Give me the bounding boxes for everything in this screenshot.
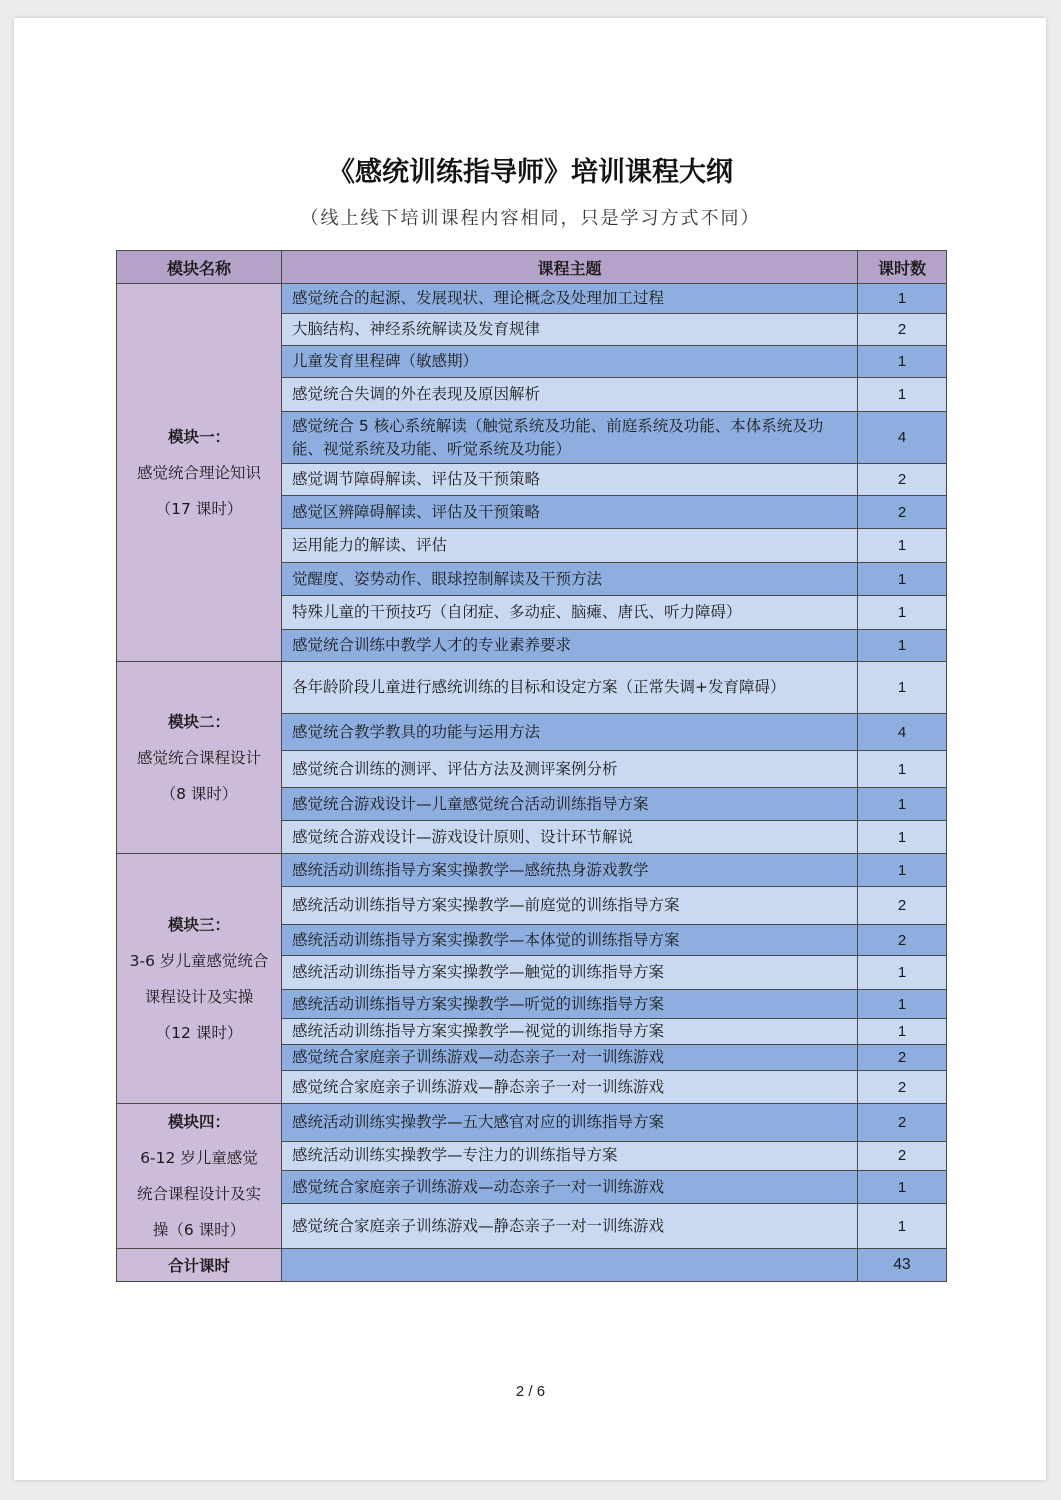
table-row: [117, 284, 947, 314]
hours-cell: 2: [858, 1104, 947, 1142]
module-hours-note: （17 课时）: [155, 499, 243, 518]
hours-cell: 2: [858, 496, 947, 529]
topic-cell: 感觉统合游戏设计—儿童感觉统合活动训练指导方案: [282, 788, 858, 821]
hours-cell: 4: [858, 714, 947, 751]
hours-cell: 2: [858, 1045, 947, 1071]
hours-cell: 1: [858, 630, 947, 662]
document-title: 《感统训练指导师》培训课程大纲: [328, 157, 733, 188]
header-module: 模块名称: [117, 251, 282, 284]
topic-cell: 感觉统合家庭亲子训练游戏—静态亲子一对一训练游戏: [282, 1071, 858, 1104]
hours-cell: 2: [858, 1141, 947, 1170]
topic-cell: 感统活动训练指导方案实操教学—前庭觉的训练指导方案: [282, 887, 858, 925]
module-hours-note: （8 课时）: [160, 784, 238, 803]
header-hours: 课时数: [858, 251, 947, 284]
topic-cell: 感统活动训练实操教学—专注力的训练指导方案: [282, 1141, 858, 1170]
module-title: 模块二：: [167, 712, 230, 731]
module-name: 6-12 岁儿童感觉统合课程设计及实操（6 课时）: [136, 1149, 261, 1239]
table-row: [117, 854, 947, 887]
hours-cell: 2: [858, 1071, 947, 1104]
module-title: 模块一：: [167, 427, 230, 446]
topic-cell: 感统活动训练指导方案实操教学—感统热身游戏教学: [282, 854, 858, 887]
topic-cell: 感觉统合训练中教学人才的专业素养要求: [282, 630, 858, 662]
topic-cell: 感觉统合游戏设计—游戏设计原则、设计环节解说: [282, 821, 858, 854]
module-title: 模块四：: [167, 1113, 230, 1131]
header-topic: 课程主题: [282, 251, 858, 284]
module-title: 模块三：: [167, 915, 230, 934]
topic-cell: 感统活动训练指导方案实操教学—触觉的训练指导方案: [282, 956, 858, 990]
hours-cell: 1: [858, 788, 947, 821]
hours-cell: 1: [858, 346, 947, 378]
hours-cell: 1: [858, 662, 947, 714]
topic-cell: 感觉统合训练的测评、评估方法及测评案例分析: [282, 751, 858, 788]
module-4-cell: [117, 1104, 282, 1249]
total-label: 合计课时: [117, 1249, 282, 1282]
hours-cell: 1: [858, 1019, 947, 1045]
topic-cell: 特殊儿童的干预技巧（自闭症、多动症、脑瘫、唐氏、听力障碍）: [282, 596, 858, 630]
hours-cell: 1: [858, 1170, 947, 1203]
hours-cell: 2: [858, 314, 947, 346]
module-2-cell: [117, 662, 282, 854]
hours-cell: 1: [858, 1204, 947, 1249]
module-name: 3-6 岁儿童感觉统合课程设计及实操: [129, 951, 269, 1006]
module-hours-note: （12 课时）: [155, 1023, 243, 1042]
topic-cell: 感觉统合家庭亲子训练游戏—静态亲子一对一训练游戏: [282, 1204, 858, 1249]
document-subtitle: （线上线下培训课程内容相同，只是学习方式不同）: [300, 208, 761, 229]
total-row: [117, 1249, 947, 1282]
topic-cell: 感觉区辨障碍解读、评估及干预策略: [282, 496, 858, 529]
module-name: 感觉统合课程设计: [136, 748, 261, 767]
table-row: [117, 662, 947, 714]
topic-cell: 感觉统合 5 核心系统解读（触觉系统及功能、前庭系统及功能、本体系统及功能、视觉系统及功能、听觉系统及功能）: [282, 412, 858, 464]
syllabus-table: [116, 250, 947, 1282]
hours-cell: 1: [858, 854, 947, 887]
topic-cell: 儿童发育里程碑（敏感期）: [282, 346, 858, 378]
hours-cell: 1: [858, 956, 947, 990]
page-number: 2 / 6: [515, 1383, 546, 1400]
topic-cell: 感觉统合失调的外在表现及原因解析: [282, 378, 858, 412]
module-1-cell: [117, 284, 282, 662]
total-empty-cell: [282, 1249, 858, 1282]
topic-cell: 感觉统合的起源、发展现状、理论概念及处理加工过程: [282, 284, 858, 314]
topic-cell: 感觉调节障碍解读、评估及干预策略: [282, 464, 858, 496]
topic-cell: 感统活动训练指导方案实操教学—视觉的训练指导方案: [282, 1019, 858, 1045]
topic-cell: 感觉统合教学教具的功能与运用方法: [282, 714, 858, 751]
topic-cell: 感统活动训练指导方案实操教学—本体觉的训练指导方案: [282, 925, 858, 956]
topic-cell: 感统活动训练指导方案实操教学—听觉的训练指导方案: [282, 990, 858, 1019]
hours-cell: 4: [858, 412, 947, 464]
hours-cell: 1: [858, 378, 947, 412]
topic-cell: 觉醒度、姿势动作、眼球控制解读及干预方法: [282, 563, 858, 596]
total-value: 43: [858, 1249, 947, 1282]
hours-cell: 1: [858, 821, 947, 854]
hours-cell: 2: [858, 464, 947, 496]
hours-cell: 1: [858, 563, 947, 596]
module-3-cell: [117, 854, 282, 1104]
table-row: [117, 1104, 947, 1142]
hours-cell: 1: [858, 529, 947, 563]
topic-cell: 感觉统合家庭亲子训练游戏—动态亲子一对一训练游戏: [282, 1045, 858, 1071]
hours-cell: 1: [858, 596, 947, 630]
hours-cell: 1: [858, 284, 947, 314]
topic-cell: 运用能力的解读、评估: [282, 529, 858, 563]
topic-cell: 各年龄阶段儿童进行感统训练的目标和设定方案（正常失调+发育障碍）: [282, 662, 858, 714]
hours-cell: 2: [858, 925, 947, 956]
hours-cell: 2: [858, 887, 947, 925]
topic-cell: 感统活动训练实操教学—五大感官对应的训练指导方案: [282, 1104, 858, 1142]
topic-cell: 感觉统合家庭亲子训练游戏—动态亲子一对一训练游戏: [282, 1170, 858, 1203]
module-name: 感觉统合理论知识: [136, 463, 261, 482]
hours-cell: 1: [858, 990, 947, 1019]
hours-cell: 1: [858, 751, 947, 788]
table-header-row: [117, 251, 947, 284]
topic-cell: 大脑结构、神经系统解读及发育规律: [282, 314, 858, 346]
